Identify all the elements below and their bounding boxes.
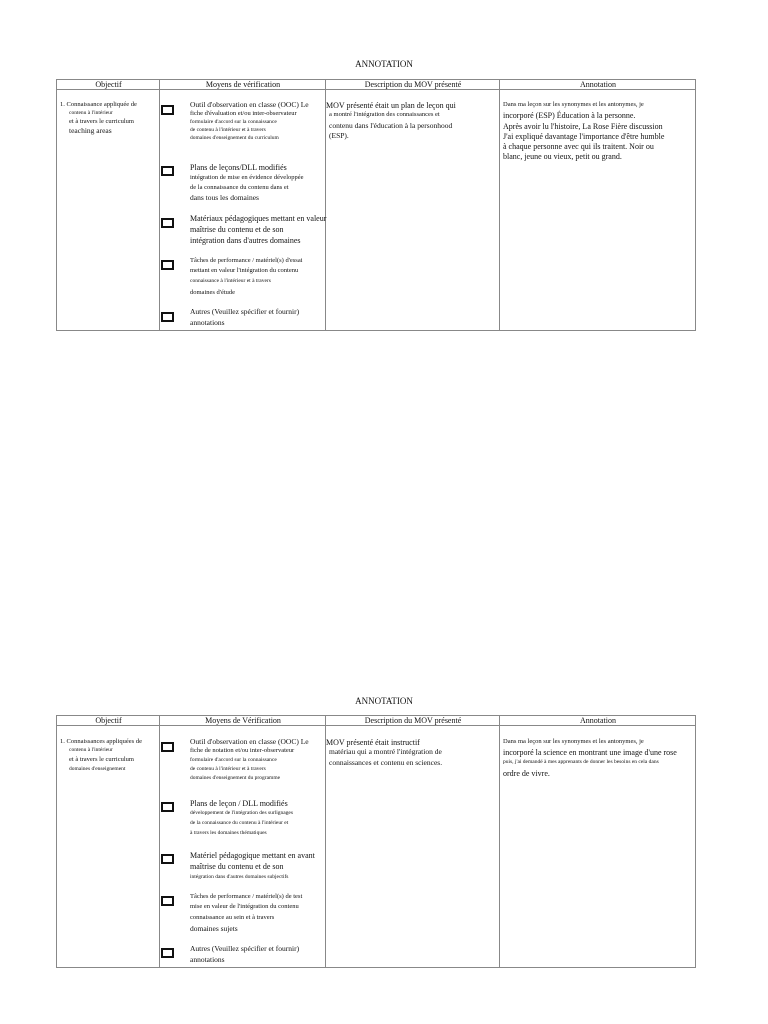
annotation-line: incorporé (ESP) Éducation à la personne. [503,111,636,120]
column-divider [499,80,500,330]
annotation-line: puis, j'ai demandé à mes apprenants de donner les besoins en cela dans [503,759,659,765]
header-objectif: Objectif [95,716,122,725]
option-detail: annotations [190,955,225,964]
option-label: Autres (Veuillez spécifier et fournir) [190,307,300,316]
option-label: Tâches de performance / matériel(s) d'essai [190,257,303,264]
option-detail: intégration dans d'autres domaines subjectifs [190,874,289,880]
option-detail: maîtrise du contenu et de son [190,225,284,234]
option-detail: annotations [190,318,225,327]
checkbox[interactable] [161,166,174,176]
checkbox[interactable] [161,948,174,958]
checkbox[interactable] [161,896,174,906]
annotation-line: Dans ma leçon sur les synonymes et les antonymes, je [503,738,644,745]
checkbox[interactable] [161,742,174,752]
annotation-line: Dans ma leçon sur les synonymes et les antonymes, je [503,101,644,108]
description-line: a montré l'intégration des connaissances et [329,111,440,118]
header-description: Description du MOV présenté [364,716,462,725]
option-detail: fiche d'évaluation et/ou inter-observateur [190,110,297,117]
option-detail: formulaire d'accord sur la connaissance [190,757,277,763]
objective-line: teaching areas [69,126,112,135]
section-title: ANNOTATION [355,59,413,69]
option-detail: mise en valeur de l'intégration du contenu [190,903,299,910]
option-label: Plans de leçons/DLL modifiés [190,163,287,172]
option-detail: de contenu à l'intérieur et à travers [190,766,266,772]
option-label: Plans de leçon / DLL modifiés [190,799,288,808]
description-line: MOV présenté était instructif [326,738,420,747]
column-divider [499,716,500,967]
option-label: Tâches de performance / matériel(s) de test [190,893,303,900]
header-moyens: Moyens de vérification [205,80,281,89]
annotation-line: incorporé la science en montrant une image d'une rose [503,748,677,757]
annotation-line: ordre de vivre. [503,769,550,778]
option-detail: fiche de notation et/ou inter-observateur [190,747,295,754]
header-annotation: Annotation [580,716,616,725]
option-detail: domaines d'enseignement du curriculum [190,135,279,141]
option-detail: dans tous les domaines [190,193,259,202]
description-line: matériau qui a montré l'intégration de [329,747,442,756]
column-divider [159,80,160,330]
checkbox[interactable] [161,312,174,322]
section-title: ANNOTATION [355,696,413,706]
option-detail: connaissance à l'intérieur et à travers [190,278,271,284]
checkbox[interactable] [161,218,174,228]
checkbox[interactable] [161,105,174,115]
option-label: Matériel pédagogique mettant en avant [190,851,315,860]
checkbox[interactable] [161,802,174,812]
option-detail: domaines d'étude [190,289,236,296]
objective-line: et à travers le curriculum [69,118,134,125]
column-divider [325,716,326,967]
option-detail: formulaire d'accord sur la connaissance [190,119,277,125]
option-label: Autres (Veuillez spécifier et fournir) [190,944,300,953]
option-label: Outil d'observation en classe (OOC) Le [190,100,309,109]
objective-line: domaines d'enseignement [69,766,126,772]
column-divider [159,716,160,967]
annotation-table [56,79,696,331]
objective-line: contenu à l'intérieur [69,747,113,753]
table-header-row [57,80,695,90]
checkbox[interactable] [161,854,174,864]
header-annotation: Annotation [580,80,616,89]
header-description: Description du MOV présenté [364,80,462,89]
option-detail: intégration dans d'autres domaines [190,236,301,245]
option-detail: domaines sujets [190,924,238,933]
annotation-line: Après avoir lu l'histoire, La Rose Fière discussion [503,122,663,131]
option-label: Outil d'observation en classe (OOC) Le [190,737,309,746]
header-moyens: Moyens de Vérification [205,716,281,725]
description-line: connaissances et contenu en sciences. [329,758,443,767]
description-line: (ESP). [329,131,349,140]
option-detail: à travers les domaines thématiques [190,830,267,836]
option-detail: de la connaissance du contenu dans et [190,184,289,191]
table-header-row [57,716,695,726]
checkbox[interactable] [161,260,174,270]
option-detail: de la connaissance du contenu à l'intérieur et [190,820,289,826]
objective-line: 1. Connaissances appliquées de [60,738,142,745]
option-detail: développement de l'intégration des surlignages [190,810,294,816]
option-detail: mettant en valeur l'intégration du contenu [190,267,299,274]
objective-line: 1. Connaissance appliquée de [60,101,137,108]
column-divider [325,80,326,330]
option-label: Matériaux pédagogiques mettant en valeur [190,214,327,223]
annotation-line: J'ai expliqué davantage l'importance d'être humble [503,132,665,141]
annotation-line: à chaque personne avec qui ils traitent. Noir ou [503,142,654,151]
header-objectif: Objectif [95,80,122,89]
option-detail: intégration de mise en évidence développée [190,174,304,181]
annotation-table [56,715,696,968]
option-detail: domaines d'enseignement du programme [190,775,281,781]
description-line: MOV présenté était un plan de leçon qui [326,101,456,110]
option-detail: de contenu à l'intérieur et à travers [190,127,266,133]
description-line: contenu dans l'éducation à la personhood [329,121,453,130]
objective-line: et à travers le curriculum [69,756,134,763]
option-detail: connaissance au sein et à travers [190,914,275,921]
annotation-line: blanc, jeune ou vieux, petit ou grand. [503,152,622,161]
option-detail: maîtrise du contenu et de son [190,862,284,871]
objective-line: contenu à l'intérieur [69,110,113,116]
